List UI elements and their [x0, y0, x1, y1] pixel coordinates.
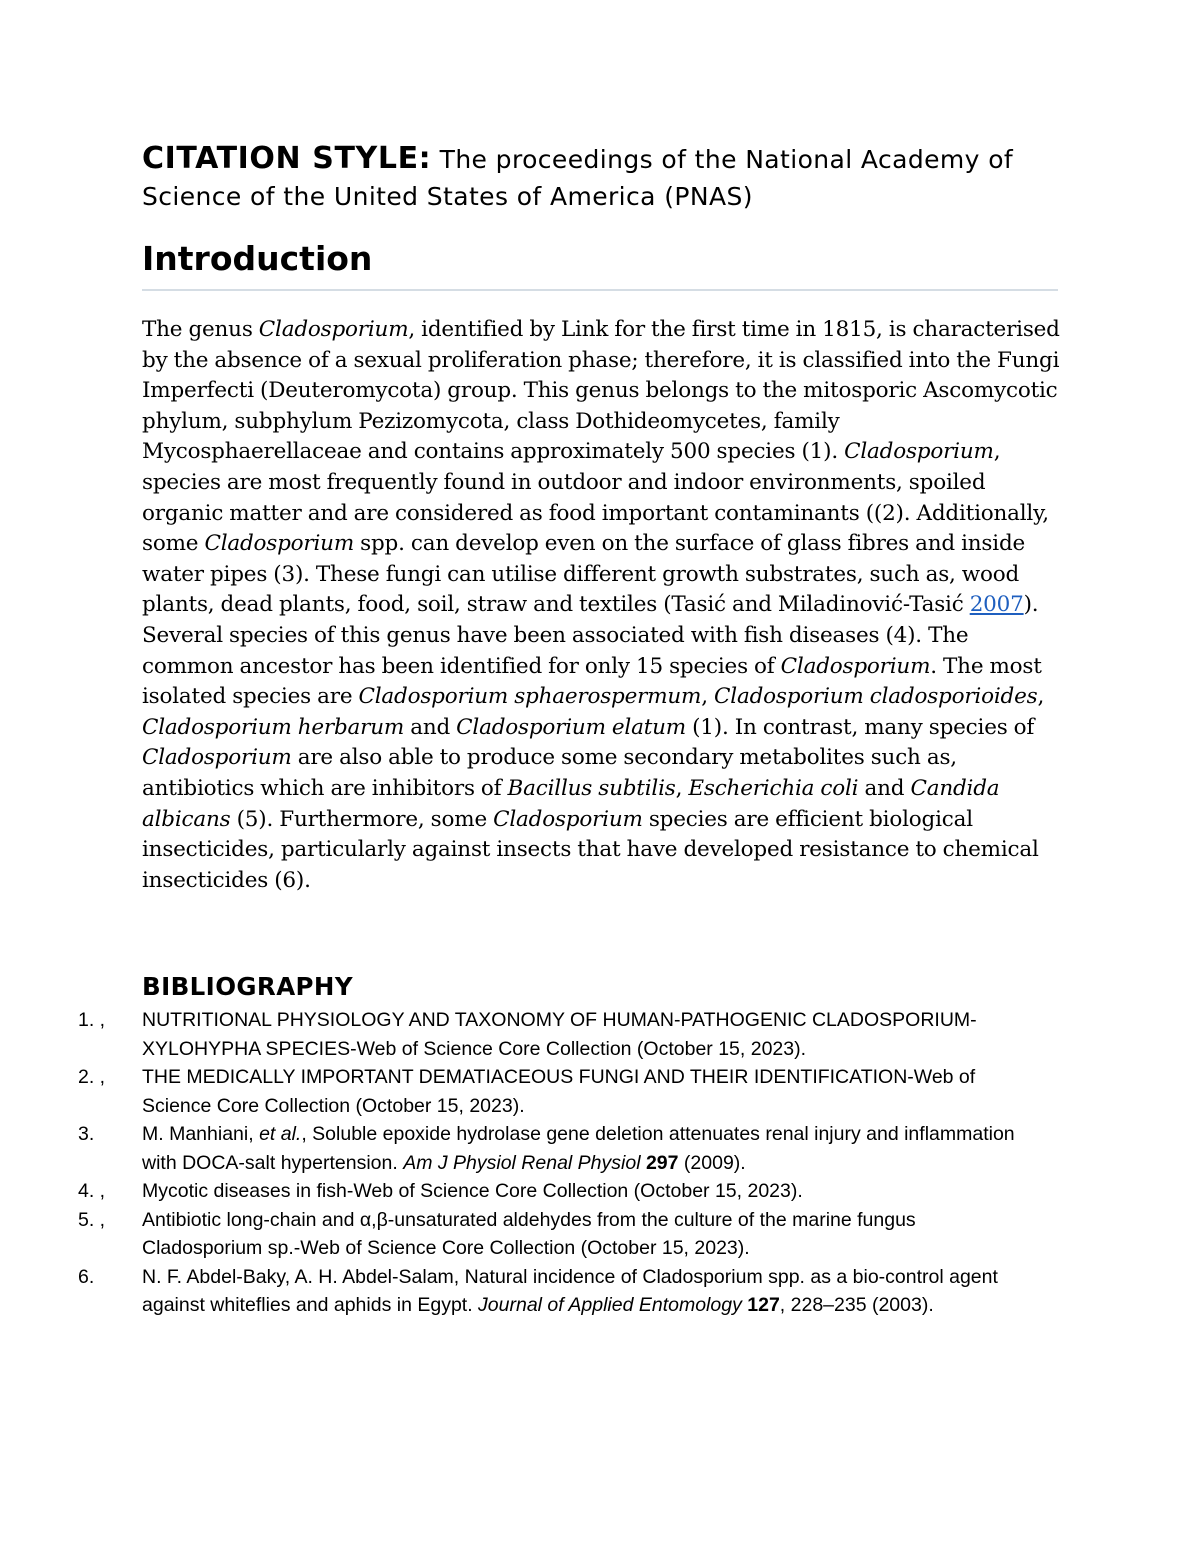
citation-style-label: CITATION STYLE:: [142, 141, 432, 176]
text-segment: THE MEDICALLY IMPORTANT DEMATIACEOUS FUNGI AND THEIR IDENTIFICATION-Web of Science Core Collection (October 15, 2023).: [142, 1066, 976, 1117]
text-segment: , Soluble epoxide hydrolase gene deletion attenuates renal injury and inflammation with DOCA-salt hypertension.: [142, 1123, 1015, 1174]
text-segment: and: [858, 775, 911, 801]
text-segment: species are efficient biological insecticides, particularly against insects that have developed resistance to chemical insecticides (6).: [142, 806, 1039, 893]
bibliography-item: [78, 1006, 1038, 1063]
bibliography-item-text: [142, 1209, 916, 1260]
bibliography-item-number: 3.: [78, 1123, 95, 1145]
text-segment: spp. can develop even on the surface of glass fibres and inside water pipes (3). These fungi can utilise different growth substrates, such as, wood plants, dead plants, food, soil, straw and textiles (Tasić and Miladinović-Tasić: [142, 531, 1026, 618]
bibliography-item-text: [142, 1180, 803, 1202]
text-segment: N. F. Abdel-Baky, A. H. Abdel-Salam, Natural incidence of Cladosporium spp. as a bio-control agent against whiteflies and aphids in Egypt.: [142, 1265, 998, 1316]
italic-text: Escherichia coli: [688, 775, 859, 801]
italic-text: Cladosporium sphaerospermum: [358, 684, 702, 710]
bibliography-item: [78, 1120, 1038, 1177]
text-segment: The genus: [142, 317, 259, 342]
bibliography-item-number: 4. ,: [78, 1180, 106, 1202]
bibliography-item-text: [142, 1123, 1015, 1174]
bibliography-heading: BIBLIOGRAPHY: [142, 972, 353, 1001]
italic-text: Am J Physiol Renal Physiol: [403, 1151, 641, 1174]
citation-style-title: [142, 140, 1062, 215]
text-segment: . The most isolated species are: [142, 653, 1042, 710]
text-segment: Mycotic diseases in fish-Web of Science Core Collection (October 15, 2023).: [142, 1180, 803, 1202]
bold-text: 127: [747, 1294, 780, 1316]
text-segment: ). Several species of this genus have been associated with fish diseases (4). The common ancestor has been identified for only 15 species of: [142, 592, 1039, 679]
bibliography-item-number: 1. ,: [78, 1009, 106, 1031]
text-segment: Antibiotic long-chain and α,β-unsaturated aldehydes from the culture of the marine fungus Cladosporium sp.-Web of Science Core Collection (October 15, 2023).: [142, 1208, 916, 1259]
text-segment: , species are most frequently found in outdoor and indoor environments, spoiled organic matter and are considered as food important contaminants ((2). Additionally, some: [142, 439, 1049, 557]
text-segment: ,: [675, 775, 689, 801]
bibliography-item: [78, 1263, 1038, 1320]
text-segment: ,: [1037, 684, 1045, 710]
bibliography-list: [78, 1006, 1038, 1320]
text-segment: and: [404, 714, 457, 740]
bibliography-item: [78, 1177, 1038, 1206]
text-segment: , 228–235 (2003).: [779, 1294, 934, 1316]
text-segment: (1). In contrast, many species of: [685, 714, 1035, 740]
italic-text: Bacillus subtilis: [507, 775, 676, 801]
italic-text: Cladosporium: [493, 806, 643, 832]
document-page: [142, 140, 1062, 896]
citation-link[interactable]: 2007: [969, 592, 1024, 618]
italic-text: et al.: [259, 1123, 302, 1145]
text-segment: , identified by Link for the first time in 1815, is characterised by the absence of a sexual proliferation phase; therefore, it is classified into the Fungi Imperfecti (Deuteromycota) group. This genus belongs to the mitosporic Ascomycotic phylum, subphylum Pezizomycota, class Dothideomycetes, family Mycosphaerellaceae and contains approximately 500 species (1).: [142, 317, 1060, 465]
bibliography-item-number: 6.: [78, 1265, 95, 1288]
italic-text: Cladosporium cladosporioides: [714, 684, 1038, 710]
bibliography-item: [78, 1206, 1038, 1263]
italic-text: Cladosporium: [258, 317, 409, 342]
introduction-heading: Introduction: [142, 239, 1058, 291]
citation-style-text: The proceedings of the National Academy of Science of the United States of America (PNAS): [142, 145, 1014, 211]
italic-text: Cladosporium: [142, 745, 292, 771]
bibliography-item: [78, 1063, 1038, 1120]
italic-text: Cladosporium: [844, 439, 994, 465]
text-segment: (5). Furthermore, some: [230, 806, 494, 832]
bibliography-item-text: [142, 1009, 977, 1060]
italic-text: Cladosporium elatum: [456, 714, 686, 740]
bibliography-item-number: 2. ,: [78, 1066, 106, 1088]
italic-text: Cladosporium: [780, 653, 931, 679]
text-segment: M. Manhiani,: [142, 1123, 260, 1145]
text-segment: (2009).: [678, 1151, 746, 1174]
bibliography-item-text: [142, 1066, 975, 1117]
text-segment: are also able to produce some secondary metabolites such as, antibiotics which are inhibitors of: [142, 745, 957, 801]
text-segment: ,: [701, 684, 715, 710]
italic-text: Journal of Applied Entomology: [478, 1294, 742, 1316]
bibliography-item-text: [142, 1266, 998, 1317]
introduction-paragraph: [142, 315, 1062, 896]
italic-text: Cladosporium herbarum: [142, 714, 405, 740]
italic-text: Cladosporium: [204, 531, 355, 557]
bold-text: 297: [645, 1151, 679, 1174]
bibliography-item-number: 5. ,: [78, 1208, 106, 1231]
text-segment: NUTRITIONAL PHYSIOLOGY AND TAXONOMY OF HUMAN-PATHOGENIC CLADOSPORIUM-XYLOHYPHA SPECIES-Web of Science Core Collection (October 15, 2023).: [142, 1009, 977, 1060]
italic-text: Candida albicans: [142, 775, 1000, 832]
